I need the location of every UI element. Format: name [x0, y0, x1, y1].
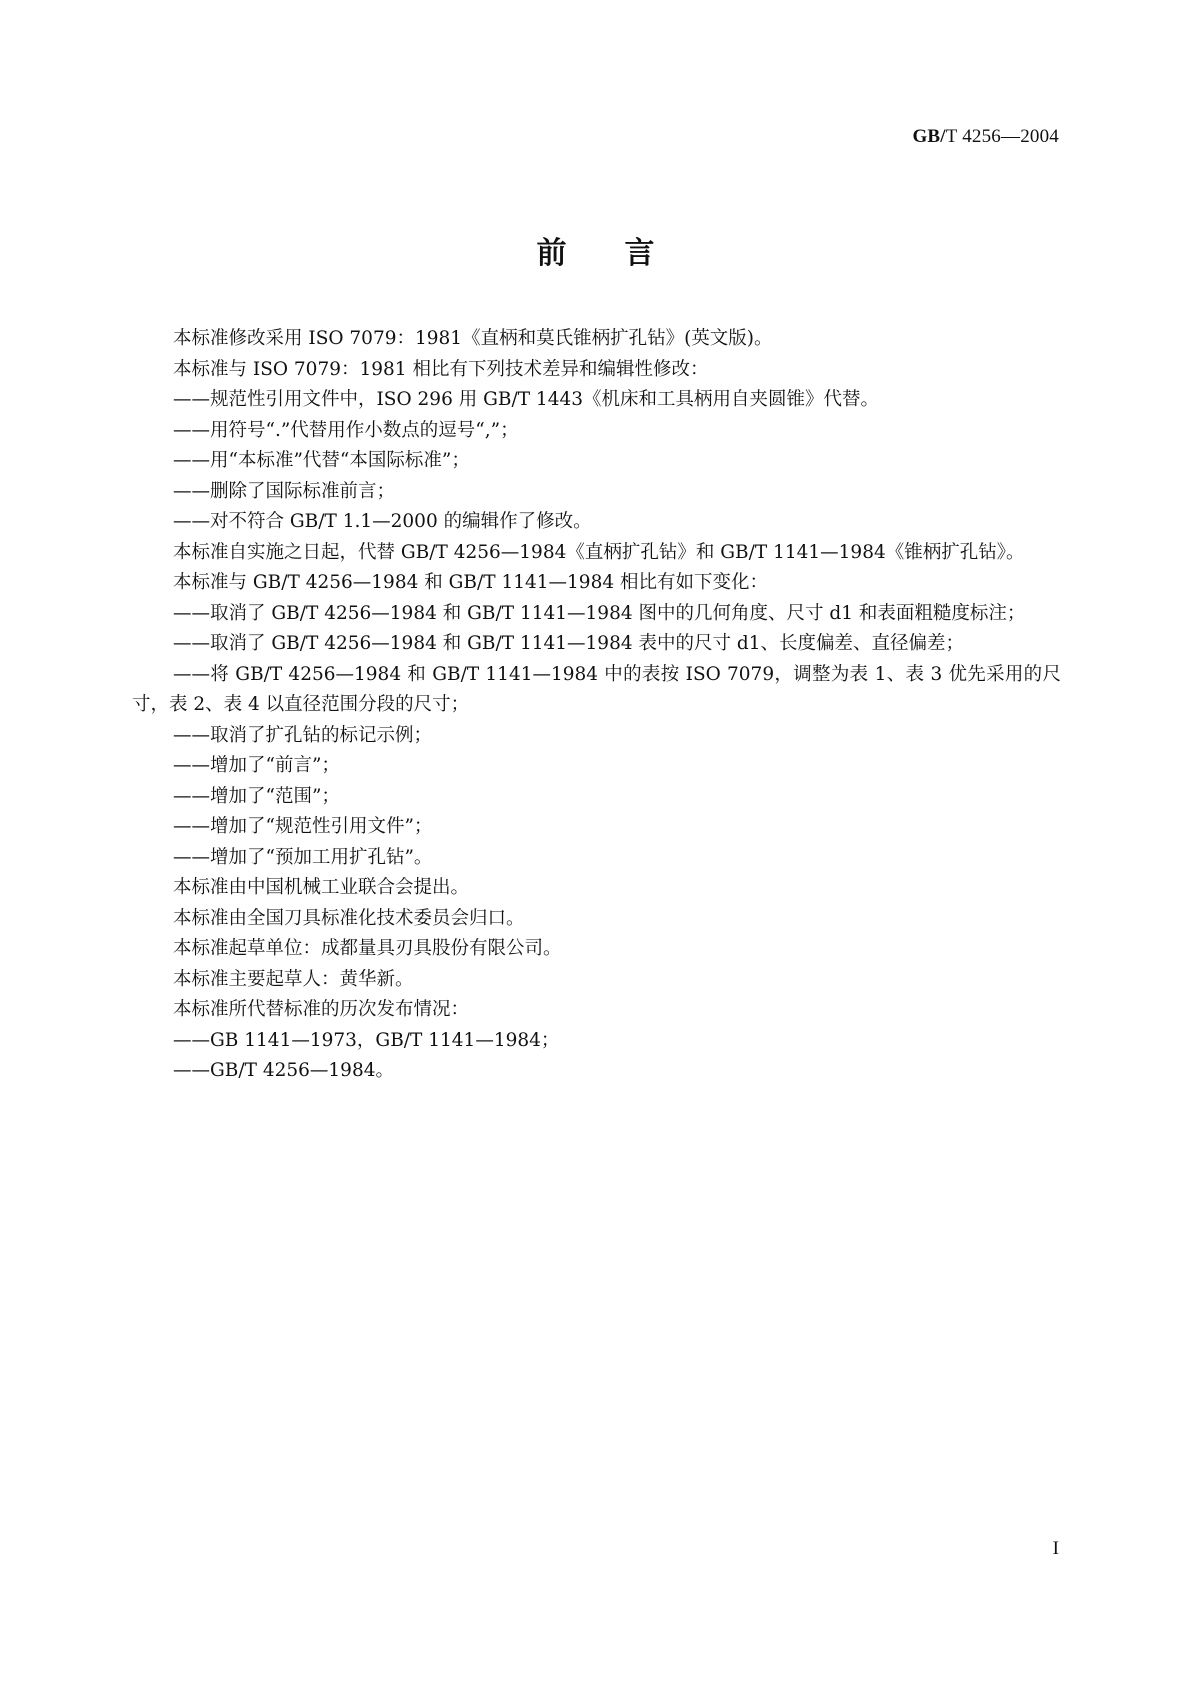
list-item: ——取消了扩孔钻的标记示例；: [173, 724, 433, 746]
document-code-number: T 4256—2004: [945, 126, 1059, 147]
paragraph: 本标准自实施之日起，代替 GB/T 4256—1984《直柄扩孔钻》和 GB/T 1141—1984《锥柄扩孔钻》。: [173, 541, 1025, 563]
page-number: I: [1052, 1538, 1059, 1559]
list-item: ——将 GB/T 4256—1984 和 GB/T 1141—1984 中的表按 ISO 7079，调整为表 1、表 3 优先采用的尺寸，表 2、表 4 以直径范围分段的尺寸；: [132, 663, 1061, 715]
list-item: ——用符号“.”代替用作小数点的逗号“,”；: [173, 419, 519, 441]
list-item: ——GB 1141—1973，GB/T 1141—1984；: [173, 1029, 560, 1051]
list-item: ——增加了“预加工用扩孔钻”。: [173, 846, 433, 868]
list-item: ——删除了国际标准前言；: [173, 480, 396, 502]
document-code-header: [912, 126, 1059, 148]
list-item: ——规范性引用文件中，ISO 296 用 GB/T 1443《机床和工具柄用自夹圆锥》代替。: [173, 389, 880, 410]
foreword-body: [132, 324, 1061, 1087]
paragraph: 本标准与 GB/T 4256—1984 和 GB/T 1141—1984 相比有如下变化：: [173, 572, 769, 593]
paragraph: 本标准主要起草人：黄华新。: [173, 968, 414, 990]
paragraph: 本标准与 ISO 7079：1981 相比有下列技术差异和编辑性修改：: [173, 358, 709, 380]
list-item: ——增加了“前言”；: [173, 755, 340, 776]
paragraph: 本标准修改采用 ISO 7079：1981《直柄和莫氏锥柄扩孔钻》(英文版)。: [173, 328, 773, 349]
list-item: ——对不符合 GB/T 1.1—2000 的编辑作了修改。: [173, 511, 592, 532]
paragraph: 本标准由中国机械工业联合会提出。: [173, 877, 470, 898]
list-item: ——GB/T 4256—1984。: [173, 1060, 394, 1081]
list-item: ——取消了 GB/T 4256—1984 和 GB/T 1141—1984 表中的尺寸 d1、长度偏差、直径偏差；: [173, 633, 964, 654]
document-code-prefix: GB/: [912, 126, 946, 147]
list-item: ——取消了 GB/T 4256—1984 和 GB/T 1141—1984 图中的几何角度、尺寸 d1 和表面粗糙度标注；: [173, 602, 1026, 624]
paragraph: 本标准起草单位：成都量具刃具股份有限公司。: [173, 938, 562, 959]
page-title: 前言: [536, 236, 713, 271]
list-item: ——用“本标准”代替“本国际标准”；: [173, 450, 470, 471]
paragraph: 本标准所代替标准的历次发布情况：: [173, 999, 470, 1020]
paragraph: 本标准由全国刀具标准化技术委员会归口。: [173, 907, 525, 929]
list-item: ——增加了“范围”；: [173, 785, 340, 807]
list-item: ——增加了“规范性引用文件”；: [173, 816, 433, 837]
